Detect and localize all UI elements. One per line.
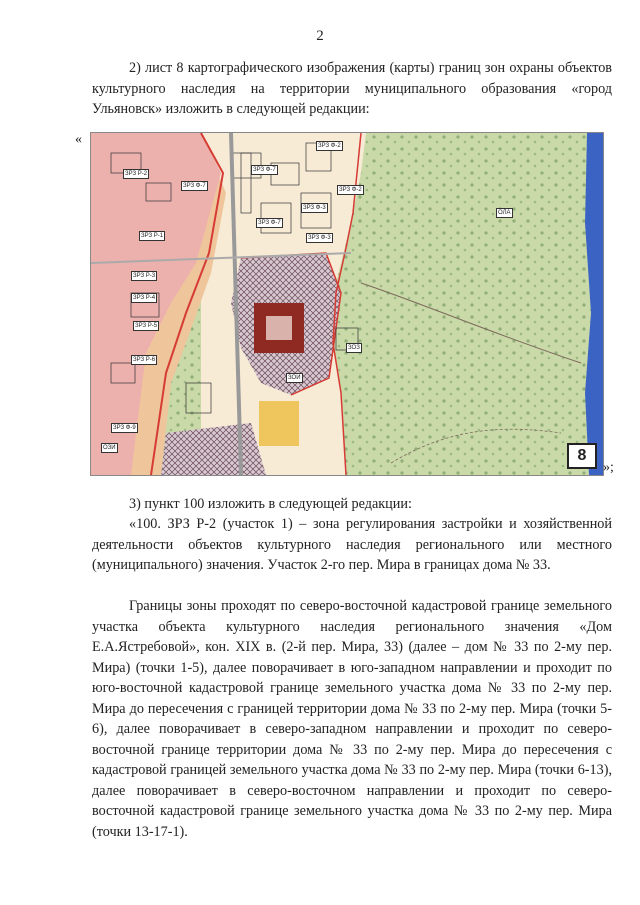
closing-quote: »; — [603, 460, 614, 475]
paragraph-zone-boundaries: Границы зоны проходят по северо-восточной кадастровой границе земельного участка объекта культурного наследия регионального значения «Дом Е.А.Ястребовой», кон. XIX в. (2-й пер. Мира, 33) (далее – дом № 33 по 2-му пер. Мира) (точки 1-5), далее поворачивает в юго-западном направлении и проходит по юго-восточной кадастровой границе земельного участка дома № 33 по 2-му пер. Мира до пересечения с границей территории дома № 33 по 2-му пер. Мира (точки 5-6), далее поворачивает в северо-западном направлении и проходит по северо-восточной границе территории дома № 33 по 2-му пер. Мира до пересечения с кадастровой границей земельного участка дома № 33 по 2-му пер. Мира (точки 6-13), далее поворачивает в северо-восточном направлении и проходит по северо-восточной кадастровой границе земельного участка дома № 33 по 2-му пер. Мира (точки 13-17-1). — [92, 598, 612, 840]
page-number: 2 — [316, 28, 324, 44]
zone-label: ЗРЗ Ф-2 — [339, 187, 362, 193]
building-yellow — [259, 401, 299, 446]
zone-map — [90, 132, 604, 476]
zone-label: ОЗИ — [103, 445, 116, 451]
zone-label: ЗРЗ Р-5 — [135, 323, 158, 329]
sheet-number-badge: 8 — [567, 443, 597, 469]
zone-label: ЗРЗ Р-3 — [133, 273, 156, 279]
zone-label: ЗРЗ Ф-9 — [113, 425, 136, 431]
zone-label: ЗОИ — [288, 375, 301, 381]
zone-label: ЗРЗ Ф-7 — [253, 167, 276, 173]
zone-label: ЗРЗ Р-6 — [133, 357, 156, 363]
paragraph-point-100-text: «100. ЗРЗ Р-2 (участок 1) – зона регулирования застройки и хозяйственной деятельности объектов культурного наследия регионального или местного (муниципального) значения. Участок 2-го пер. Мира в границах дома № 33. — [92, 516, 612, 573]
zone-label: ЗРЗ Ф-7 — [258, 220, 281, 226]
zone-label: ЗРЗ Ф-3 — [308, 235, 331, 241]
paragraph-point-100-heading: 3) пункт 100 изложить в следующей редакции: — [129, 496, 412, 512]
zone-label: ЗРЗ Ф-7 — [183, 183, 206, 189]
paragraph-map-sheet: 2) лист 8 картографического изображения (карты) границ зон охраны объектов культурного наследия на территории муниципального образования «город Ульяновск» изложить в следующей редакции: — [92, 60, 612, 117]
zone-label: ЗОЗ — [348, 345, 360, 351]
zone-label: ЗРЗ Р-4 — [133, 295, 156, 301]
zone-label: ЗРЗ Ф-3 — [303, 205, 326, 211]
zone-label: ОЛА — [498, 210, 511, 216]
zone-label: ЗРЗ Ф-2 — [318, 143, 341, 149]
opening-quote: « — [75, 132, 82, 147]
zone-label: ЗРЗ Р-2 — [125, 171, 148, 177]
zone-label: ЗРЗ Р-1 — [141, 233, 164, 239]
